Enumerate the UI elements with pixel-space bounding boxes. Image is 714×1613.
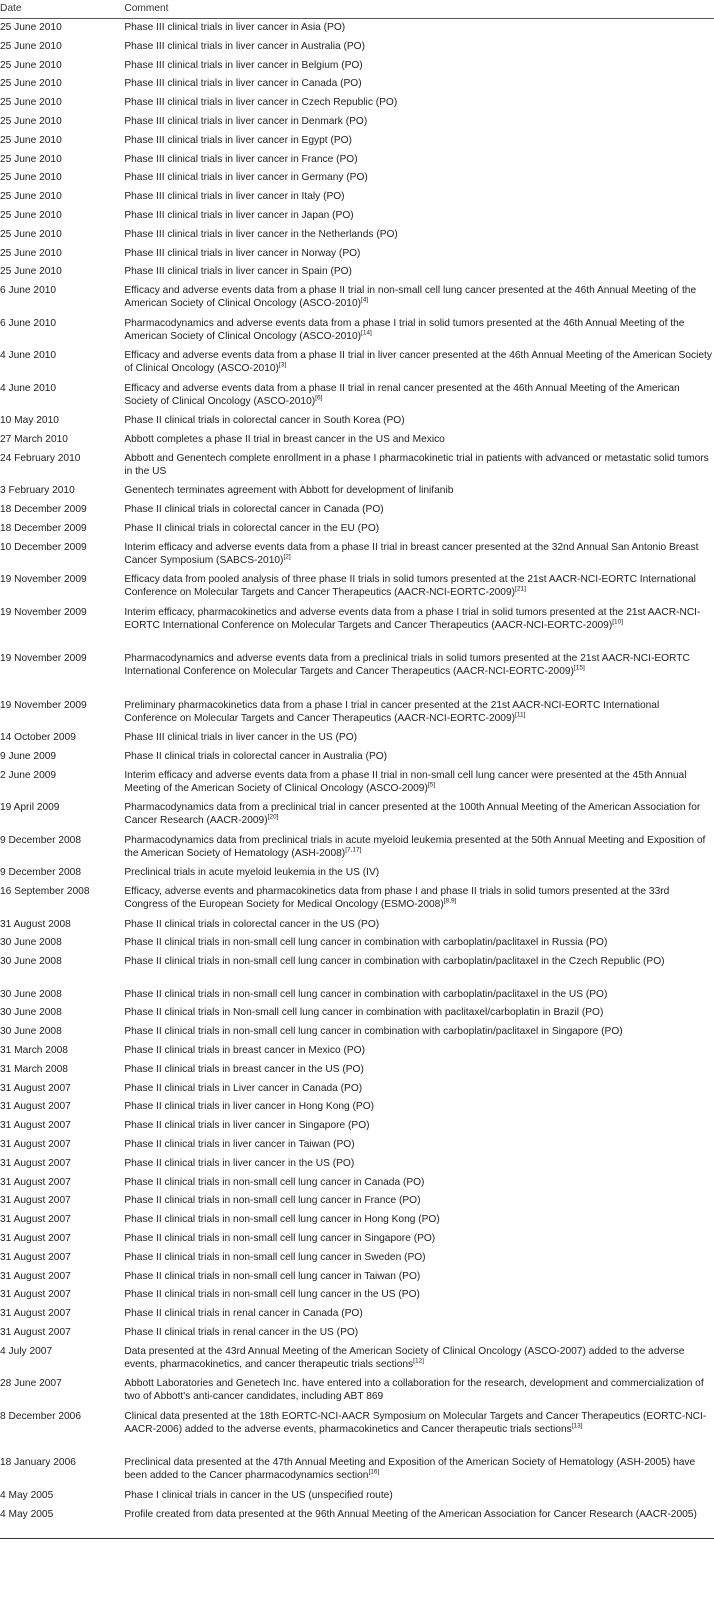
comment-cell xyxy=(124,1305,714,1324)
table-row xyxy=(0,1061,714,1080)
comment-cell xyxy=(124,832,714,865)
table-row xyxy=(0,1023,714,1042)
table-row xyxy=(0,226,714,245)
comment-text: Phase III clinical trials in liver cancer in Australia (PO) xyxy=(124,40,365,52)
table-row xyxy=(0,1230,714,1249)
comment-text: Profile created from data presented at the 96th Annual Meeting of the American Association for Cancer Research (AACR-2005) xyxy=(124,1508,697,1520)
date-cell: 25 June 2010 xyxy=(0,172,62,184)
comment-cell xyxy=(124,132,714,151)
reference-marker: [14] xyxy=(361,329,372,337)
comment-cell xyxy=(124,380,714,413)
comment-text: Phase II clinical trials in non-small cell lung cancer in Hong Kong (PO) xyxy=(124,1214,440,1226)
table-row xyxy=(0,1174,714,1193)
date-cell: 8 December 2006 xyxy=(0,1410,81,1422)
comment-cell xyxy=(124,431,714,450)
comment-text: Interim efficacy and adverse events data from a phase II trial in breast cancer presented at the 32nd Annual San Antonio Breast Cancer Symposium (SABCS-2010) xyxy=(124,541,699,566)
comment-text: Phase II clinical trials in renal cancer in Canada (PO) xyxy=(124,1308,363,1320)
date-cell: 3 February 2010 xyxy=(0,485,75,497)
table-row xyxy=(0,799,714,832)
comment-cell xyxy=(124,207,714,226)
comment-text: Efficacy and adverse events data from a phase II trial in liver cancer presented at the 46th Annual Meeting of the American Society of Clinical Oncology (ASCO-2010) xyxy=(124,350,712,375)
comment-text: Phase II clinical trials in colorectal cancer in the US (PO) xyxy=(124,918,380,930)
comment-text: Phase III clinical trials in liver cancer in Belgium (PO) xyxy=(124,59,363,71)
table-row xyxy=(0,1080,714,1099)
date-cell: 9 June 2009 xyxy=(0,750,57,762)
date-cell: 25 June 2010 xyxy=(0,59,62,71)
comment-text: Phase II clinical trials in breast cancer in the US (PO) xyxy=(124,1063,364,1075)
comment-text: Phase II clinical trials in non-small cell lung cancer in Sweden (PO) xyxy=(124,1251,426,1263)
table-row xyxy=(0,19,714,38)
date-cell: 9 December 2008 xyxy=(0,834,81,846)
table-row xyxy=(0,113,714,132)
reference-marker: [8,9] xyxy=(443,897,457,905)
comment-cell xyxy=(124,226,714,245)
comment-cell xyxy=(124,38,714,57)
date-cell: 27 March 2010 xyxy=(0,433,68,445)
table-row xyxy=(0,1192,714,1211)
table-row xyxy=(0,916,714,935)
date-cell: 6 June 2010 xyxy=(0,285,57,297)
date-cell: 30 June 2008 xyxy=(0,988,62,1000)
comment-text: Phase II clinical trials in non-small cell lung cancer in combination with carboplatin/paclitaxel in the US (PO) xyxy=(124,988,608,1000)
date-cell: 10 May 2010 xyxy=(0,415,59,427)
comment-text: Phase III clinical trials in liver cancer in Italy (PO) xyxy=(124,191,345,203)
table-row xyxy=(0,1343,714,1376)
comment-cell xyxy=(124,1324,714,1343)
table-row xyxy=(0,520,714,539)
comment-text: Phase III clinical trials in liver cancer in Denmark (PO) xyxy=(124,115,368,127)
comment-cell xyxy=(124,1249,714,1268)
table-row xyxy=(0,604,714,651)
comment-text: Abbott Laboratories and Genetech Inc. have entered into a collaboration for the research, development and commercialization of two of Abbott's anti-cancer candidates, including ABT 869 xyxy=(124,1378,704,1403)
comment-cell xyxy=(124,864,714,883)
reference-marker: [5] xyxy=(427,781,436,789)
comment-text: Phase II clinical trials in non-small cell lung cancer in combination with carboplatin/paclitaxel in the Czech Republic (PO) xyxy=(124,956,665,968)
comment-text: Clinical data presented at the 18th EORTC-NCI-AACR Symposium on Molecular Targets and Cancer Therapeutics (EORTC-NCI-AACR-2006) added to the adverse events, pharmacokinetics and Cancer therapeutic trials sections xyxy=(124,1410,707,1435)
date-cell: 19 November 2009 xyxy=(0,699,87,711)
date-cell: 30 June 2008 xyxy=(0,956,62,968)
reference-marker: [12] xyxy=(413,1357,424,1365)
comment-cell xyxy=(124,1286,714,1305)
comment-cell xyxy=(124,347,714,380)
comment-cell xyxy=(124,1343,714,1376)
date-cell: 31 August 2007 xyxy=(0,1289,71,1301)
comment-text: Preliminary pharmacokinetics data from a phase I trial in cancer presented at the 21st AACR-NCI-EORTC International Conference on Molecular Targets and Cancer Therapeutics (AACR-NCI-EORTC-2009) xyxy=(124,699,660,724)
comment-cell xyxy=(124,1408,714,1455)
comment-cell xyxy=(124,767,714,800)
comment-cell xyxy=(124,263,714,282)
table-row xyxy=(0,431,714,450)
comment-cell xyxy=(124,282,714,315)
comment-text: Phase III clinical trials in liver cancer in Czech Republic (PO) xyxy=(124,97,398,109)
date-cell: 4 May 2005 xyxy=(0,1489,54,1501)
comment-cell xyxy=(124,482,714,501)
comment-cell xyxy=(124,315,714,348)
table-row xyxy=(0,450,714,483)
table-row xyxy=(0,539,714,572)
comment-cell xyxy=(124,1042,714,1061)
date-cell: 18 December 2009 xyxy=(0,504,87,516)
comment-text: Phase II clinical trials in Liver cancer in Canada (PO) xyxy=(124,1082,363,1094)
comment-cell xyxy=(124,501,714,520)
comment-column-header: Comment xyxy=(124,0,714,19)
date-cell: 25 June 2010 xyxy=(0,115,62,127)
comment-cell xyxy=(124,697,714,730)
table-row xyxy=(0,412,714,431)
table-row xyxy=(0,571,714,604)
date-cell: 25 June 2010 xyxy=(0,209,62,221)
date-cell: 31 August 2008 xyxy=(0,918,71,930)
table-row xyxy=(0,953,714,986)
comment-cell xyxy=(124,450,714,483)
table-row xyxy=(0,501,714,520)
date-cell: 2 June 2009 xyxy=(0,769,57,781)
reference-marker: [7,17] xyxy=(345,846,362,854)
date-cell: 31 August 2007 xyxy=(0,1101,71,1113)
table-row xyxy=(0,767,714,800)
comment-text: Phase II clinical trials in colorectal cancer in South Korea (PO) xyxy=(124,415,405,427)
date-cell: 18 January 2006 xyxy=(0,1457,76,1469)
reference-marker: [20] xyxy=(267,814,279,822)
date-cell: 4 May 2005 xyxy=(0,1506,124,1539)
date-cell: 25 June 2010 xyxy=(0,22,62,33)
comment-text: Pharmacodynamics and adverse events data from a phase I trial in solid tumors presented at the 46th Annual Meeting of the American Society of Clinical Oncology (ASCO-2010) xyxy=(124,317,685,342)
comment-cell xyxy=(124,1174,714,1193)
table-row xyxy=(0,650,714,697)
comment-cell xyxy=(124,1136,714,1155)
table-row xyxy=(0,1042,714,1061)
date-cell: 28 June 2007 xyxy=(0,1378,62,1390)
comment-cell xyxy=(124,75,714,94)
comment-cell xyxy=(124,1192,714,1211)
reference-marker: [15] xyxy=(573,664,585,672)
date-cell: 10 December 2009 xyxy=(0,541,87,553)
date-cell: 31 August 2007 xyxy=(0,1251,71,1263)
comment-cell xyxy=(124,57,714,76)
table-row xyxy=(0,1268,714,1287)
comment-text: Phase III clinical trials in liver cancer in Japan (PO) xyxy=(124,209,354,221)
table-row xyxy=(0,38,714,57)
table-row xyxy=(0,1487,714,1506)
date-cell: 19 November 2009 xyxy=(0,606,87,618)
comment-text: Data presented at the 43rd Annual Meeting of the American Society of Clinical Oncology (ASCO-2007) added to the adverse events, pharmacokinetics, and cancer therapeutic trials sections xyxy=(124,1345,685,1370)
table-row xyxy=(0,1324,714,1343)
date-cell: 24 February 2010 xyxy=(0,452,81,464)
date-cell: 31 August 2007 xyxy=(0,1082,71,1094)
date-cell: 31 March 2008 xyxy=(0,1063,68,1075)
table-row xyxy=(0,169,714,188)
date-cell: 31 March 2008 xyxy=(0,1045,68,1057)
date-cell: 25 June 2010 xyxy=(0,40,62,52)
comment-cell xyxy=(124,1230,714,1249)
date-cell: 31 August 2007 xyxy=(0,1214,71,1226)
comment-cell xyxy=(124,520,714,539)
comment-cell xyxy=(124,799,714,832)
date-cell: 30 June 2008 xyxy=(0,1026,62,1038)
comment-cell xyxy=(124,916,714,935)
table-row xyxy=(0,151,714,170)
table-row xyxy=(0,1211,714,1230)
table-row xyxy=(0,1155,714,1174)
table-row xyxy=(0,1004,714,1023)
table-row xyxy=(0,832,714,865)
comment-cell xyxy=(124,1080,714,1099)
comment-text: Phase II clinical trials in liver cancer in Singapore (PO) xyxy=(124,1120,370,1132)
comment-cell xyxy=(124,113,714,132)
comment-cell xyxy=(124,1023,714,1042)
date-cell: 31 August 2007 xyxy=(0,1139,71,1150)
reference-marker: [4] xyxy=(361,296,369,304)
table-body xyxy=(0,19,714,1539)
comment-cell xyxy=(124,604,714,651)
comment-text: Phase III clinical trials in liver cancer in the Netherlands (PO) xyxy=(124,228,398,240)
table-row xyxy=(0,729,714,748)
table-row xyxy=(0,1506,714,1539)
date-cell: 9 December 2008 xyxy=(0,867,81,879)
comment-text: Phase II clinical trials in liver cancer in Taiwan (PO) xyxy=(124,1139,355,1150)
date-cell: 14 October 2009 xyxy=(0,732,76,744)
comment-text: Interim efficacy and adverse events data from a phase II trial in non-small cell lung cancer were presented at the 45th Annual Meeting of the American Society of Clinical Oncology (ASCO-2009) xyxy=(124,769,687,794)
date-column-header: Date xyxy=(0,0,124,19)
comment-text: Phase III clinical trials in liver cancer in Canada (PO) xyxy=(124,78,362,90)
comment-text: Interim efficacy, pharmacokinetics and adverse events data from a phase I trial in solid tumors presented at the 21st AACR-NCI-EORTC International Conference on Molecular Targets and Cancer Therapeutics (AACR-NCI-EORTC-2009) xyxy=(124,606,701,631)
comment-text: Phase III clinical trials in liver cancer in the US (PO) xyxy=(124,732,358,744)
comment-text: Efficacy, adverse events and pharmacokinetics data from phase I and phase II trials in solid tumors presented at the 33rd Congress of the European Society for Medical Oncology (ESMO-2008) xyxy=(124,886,670,911)
date-cell: 31 August 2007 xyxy=(0,1120,71,1132)
comment-text: Phase III clinical trials in liver cancer in Egypt (PO) xyxy=(124,134,352,146)
comment-cell xyxy=(124,169,714,188)
date-cell: 25 June 2010 xyxy=(0,191,62,203)
date-cell: 25 June 2010 xyxy=(0,266,62,278)
comment-text: Phase II clinical trials in colorectal cancer in the EU (PO) xyxy=(124,522,380,534)
comment-cell xyxy=(124,1155,714,1174)
comment-text: Preclinical trials in acute myeloid leukemia in the US (IV) xyxy=(124,867,380,879)
comment-cell xyxy=(124,883,714,916)
date-cell: 25 June 2010 xyxy=(0,78,62,90)
comment-cell xyxy=(124,748,714,767)
reference-marker: [13] xyxy=(571,1422,583,1430)
date-cell: 25 June 2010 xyxy=(0,134,62,146)
table-row xyxy=(0,1249,714,1268)
table-row xyxy=(0,380,714,413)
table-row xyxy=(0,748,714,767)
comment-cell xyxy=(124,1506,714,1539)
comment-text: Phase III clinical trials in liver cancer in Germany (PO) xyxy=(124,172,368,184)
comment-cell xyxy=(124,19,714,38)
comment-cell xyxy=(124,1487,714,1506)
comment-cell xyxy=(124,729,714,748)
table-row xyxy=(0,1117,714,1136)
comment-cell xyxy=(124,1117,714,1136)
date-cell: 4 June 2010 xyxy=(0,350,57,362)
date-cell: 25 June 2010 xyxy=(0,228,62,240)
date-cell: 6 June 2010 xyxy=(0,317,57,329)
table-row xyxy=(0,482,714,501)
comment-text: Genentech terminates agreement with Abbott for development of linifanib xyxy=(124,485,454,497)
date-cell: 19 April 2009 xyxy=(0,802,60,814)
table-row xyxy=(0,75,714,94)
comment-text: Phase III clinical trials in liver cancer in Asia (PO) xyxy=(124,22,346,33)
comment-cell xyxy=(124,1375,714,1408)
comment-cell xyxy=(124,953,714,986)
table-row xyxy=(0,697,714,730)
comment-cell xyxy=(124,571,714,604)
comment-text: Efficacy data from pooled analysis of three phase II trials in solid tumors presented at the 21st AACR-NCI-EORTC International Conference on Molecular Targets and Cancer Therapeutics (AACR-NCI-EORTC-2009) xyxy=(124,574,696,599)
comment-text: Phase II clinical trials in renal cancer in the US (PO) xyxy=(124,1326,359,1338)
table-row xyxy=(0,347,714,380)
date-cell: 31 August 2007 xyxy=(0,1270,71,1282)
comment-text: Phase II clinical trials in non-small cell lung cancer in Singapore (PO) xyxy=(124,1232,436,1244)
date-cell: 31 August 2007 xyxy=(0,1176,71,1188)
comment-cell xyxy=(124,245,714,264)
table-row xyxy=(0,1286,714,1305)
comment-text: Phase II clinical trials in liver cancer in Hong Kong (PO) xyxy=(124,1101,375,1113)
table-row xyxy=(0,1098,714,1117)
comment-cell xyxy=(124,934,714,953)
table-row xyxy=(0,1136,714,1155)
comment-cell xyxy=(124,539,714,572)
table-row xyxy=(0,188,714,207)
comment-cell xyxy=(124,1454,714,1487)
comment-cell xyxy=(124,1211,714,1230)
table-row xyxy=(0,57,714,76)
comment-text: Preclinical data presented at the 47th Annual Meeting and Exposition of the American Society of Hematology (ASH-2005) have been added to the Cancer pharmacodynamics section xyxy=(124,1457,696,1482)
comment-text: Abbott completes a phase II trial in breast cancer in the US and Mexico xyxy=(124,433,445,445)
reference-marker: [16] xyxy=(368,1469,380,1477)
comment-text: Phase II clinical trials in liver cancer in the US (PO) xyxy=(124,1157,355,1169)
table-row xyxy=(0,1375,714,1408)
table-row xyxy=(0,934,714,953)
comment-text: Phase III clinical trials in liver cancer in Spain (PO) xyxy=(124,266,352,278)
comment-text: Abbott and Genentech complete enrollment in a phase I pharmacokinetic trial in patients with advanced or metastatic solid tumors in the US xyxy=(124,452,709,477)
comment-text: Phase II clinical trials in colorectal cancer in Canada (PO) xyxy=(124,504,384,516)
date-cell: 31 August 2007 xyxy=(0,1232,71,1244)
comment-text: Phase III clinical trials in liver cancer in Norway (PO) xyxy=(124,247,361,259)
comment-text: Phase II clinical trials in breast cancer in Mexico (PO) xyxy=(124,1045,365,1057)
reference-marker: [21] xyxy=(515,585,526,593)
date-cell: 31 August 2007 xyxy=(0,1308,71,1320)
table-row xyxy=(0,207,714,226)
comment-text: Pharmacodynamics data from a preclinical trial in cancer presented at the 100th Annual Meeting of the American Association for Cancer Research (AACR-2009) xyxy=(124,802,701,827)
comment-text: Phase II clinical trials in non-small cell lung cancer in Canada (PO) xyxy=(124,1176,425,1188)
table-row xyxy=(0,282,714,315)
comment-text: Phase III clinical trials in liver cancer in France (PO) xyxy=(124,153,358,165)
reference-marker: [6] xyxy=(315,394,323,402)
comment-cell xyxy=(124,412,714,431)
date-cell: 16 September 2008 xyxy=(0,886,90,898)
table-header-row xyxy=(0,0,714,19)
table-row xyxy=(0,1454,714,1487)
comment-cell xyxy=(124,151,714,170)
date-cell: 25 June 2010 xyxy=(0,247,62,259)
comment-text: Phase II clinical trials in non-small cell lung cancer in Taiwan (PO) xyxy=(124,1270,421,1282)
comment-text: Phase II clinical trials in non-small cell lung cancer in the US (PO) xyxy=(124,1289,420,1301)
comment-cell xyxy=(124,1004,714,1023)
table-row xyxy=(0,1408,714,1455)
comment-text: Phase II clinical trials in non-small cell lung cancer in France (PO) xyxy=(124,1195,421,1207)
date-cell: 18 December 2009 xyxy=(0,522,87,534)
comment-cell xyxy=(124,1061,714,1080)
date-cell: 25 June 2010 xyxy=(0,97,62,109)
table-row xyxy=(0,245,714,264)
table-row xyxy=(0,132,714,151)
comment-cell xyxy=(124,650,714,697)
comment-text: Efficacy and adverse events data from a phase II trial in renal cancer presented at the 46th Annual Meeting of the American Society of Clinical Oncology (ASCO-2010) xyxy=(124,382,680,407)
comment-text: Phase I clinical trials in cancer in the US (unspecified route) xyxy=(124,1489,393,1501)
comment-cell xyxy=(124,188,714,207)
comment-text: Phase II clinical trials in non-small cell lung cancer in combination with carboplatin/paclitaxel in Singapore (PO) xyxy=(124,1026,623,1038)
table-row xyxy=(0,883,714,916)
date-cell: 31 August 2007 xyxy=(0,1157,71,1169)
table-row xyxy=(0,263,714,282)
table-row xyxy=(0,986,714,1005)
date-cell: 30 June 2008 xyxy=(0,1007,62,1019)
comment-text: Phase II clinical trials in non-small cell lung cancer in combination with carboplatin/paclitaxel in Russia (PO) xyxy=(124,937,608,949)
comment-cell xyxy=(124,1268,714,1287)
reference-marker: [10] xyxy=(612,618,624,626)
date-cell: 31 August 2007 xyxy=(0,1195,71,1207)
date-cell: 4 July 2007 xyxy=(0,1345,53,1357)
date-cell: 19 November 2009 xyxy=(0,653,87,665)
comment-text: Phase II clinical trials in Non-small cell lung cancer in combination with paclitaxel/carboplatin in Brazil (PO) xyxy=(124,1007,604,1019)
comment-cell xyxy=(124,986,714,1005)
date-cell: 4 June 2010 xyxy=(0,382,57,394)
table-row xyxy=(0,94,714,113)
reference-marker: [11] xyxy=(515,711,526,719)
table-row xyxy=(0,315,714,348)
reference-marker: [2] xyxy=(283,553,291,561)
comment-text: Efficacy and adverse events data from a phase II trial in non-small cell lung cancer presented at the 46th Annual Meeting of the American Society of Clinical Oncology (ASCO-2010) xyxy=(124,285,697,310)
table-row xyxy=(0,1305,714,1324)
comment-text: Pharmacodynamics data from preclinical trials in acute myeloid leukemia presented at the 50th Annual Meeting and Exposition of the American Society of Hematology (ASH-2008) xyxy=(124,834,706,859)
date-cell: 30 June 2008 xyxy=(0,937,62,949)
comment-cell xyxy=(124,1098,714,1117)
date-cell: 19 November 2009 xyxy=(0,574,87,586)
comment-text: Pharmacodynamics and adverse events data from a preclinical trials in solid tumors presented at the 21st AACR-NCI-EORTC International Conference on Molecular Targets and Cancer Therapeutics (AACR-NCI-EORTC-2009) xyxy=(124,653,690,678)
date-cell: 31 August 2007 xyxy=(0,1326,71,1338)
comment-text: Phase II clinical trials in colorectal cancer in Australia (PO) xyxy=(124,750,388,762)
reference-marker: [3] xyxy=(278,361,287,369)
table-row xyxy=(0,864,714,883)
date-cell: 25 June 2010 xyxy=(0,153,62,165)
comment-cell xyxy=(124,94,714,113)
